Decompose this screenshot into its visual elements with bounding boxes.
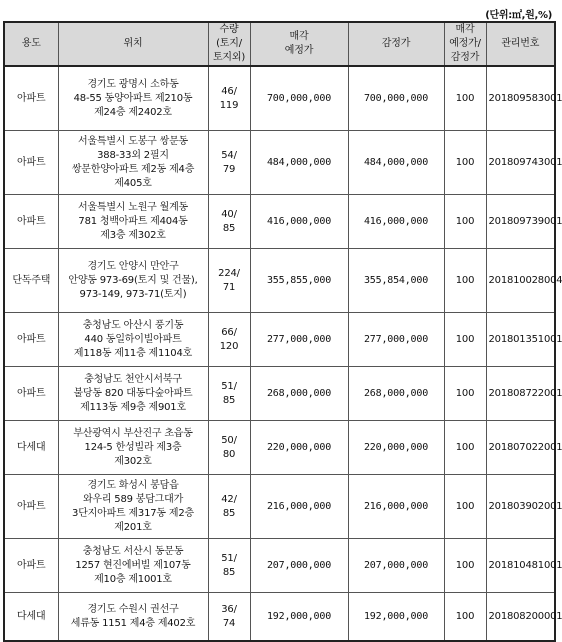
cell-ratio: 100 (444, 367, 486, 421)
cell-ratio: 100 (444, 475, 486, 539)
auction-table (3, 21, 562, 642)
table-row (4, 66, 555, 131)
table-row (4, 367, 555, 421)
unit-note: (단위:㎡,원,%) (485, 10, 552, 21)
cell-location: 충청남도 아산시 풍기동 440 동일하이빌아파트 제118동 제11층 제1104호 (58, 313, 208, 367)
cell-use: 아파트 (4, 131, 58, 195)
cell-location: 부산광역시 부산진구 초읍동 124-5 한성빌라 제3층 제302호 (58, 421, 208, 475)
table-row (4, 475, 555, 539)
header-row (4, 22, 555, 66)
cell-location: 서울특별시 도봉구 쌍문동 388-33외 2필지 쌍문한양아파트 제2동 제4층 제405호 (58, 131, 208, 195)
cell-location: 경기도 안양시 만안구 안양동 973-69(토지 및 건물), 973-149, 973-71(토지) (58, 249, 208, 313)
cell-location: 경기도 화성시 봉담읍 와우리 589 봉담그대가 3단지아파트 제317동 제2층 제201호 (58, 475, 208, 539)
cell-quantity: 50/ 80 (208, 421, 250, 475)
cell-sale-price: 216,000,000 (250, 475, 348, 539)
cell-ratio: 100 (444, 421, 486, 475)
cell-use: 아파트 (4, 195, 58, 249)
header-mgmt-no: 관리번호 (486, 22, 555, 66)
cell-use: 아파트 (4, 539, 58, 593)
cell-mgmt-no: 201810028004 (486, 249, 555, 313)
cell-appraisal: 700,000,000 (348, 66, 444, 131)
cell-ratio: 100 (444, 313, 486, 367)
cell-quantity: 40/ 85 (208, 195, 250, 249)
cell-ratio: 100 (444, 539, 486, 593)
header-use: 용도 (4, 22, 58, 66)
cell-use: 다세대 (4, 593, 58, 642)
table-row (4, 421, 555, 475)
cell-mgmt-no: 201809743001 (486, 131, 555, 195)
cell-location: 충청남도 천안시서북구 불당동 820 대동다숲아파트 제113동 제9층 제901호 (58, 367, 208, 421)
cell-location: 충청남도 서산시 동문동 1257 현진에버빌 제107동 제10층 제1001호 (58, 539, 208, 593)
cell-sale-price: 268,000,000 (250, 367, 348, 421)
cell-ratio: 100 (444, 66, 486, 131)
cell-use: 아파트 (4, 66, 58, 131)
cell-appraisal: 416,000,000 (348, 195, 444, 249)
table-row (4, 313, 555, 367)
cell-use: 단독주택 (4, 249, 58, 313)
cell-quantity: 36/ 74 (208, 593, 250, 642)
cell-use: 아파트 (4, 313, 58, 367)
cell-location: 경기도 광명시 소하동 48-55 동양아파트 제210동 제24층 제2402호 (58, 66, 208, 131)
cell-appraisal: 192,000,000 (348, 593, 444, 642)
table-row (4, 539, 555, 593)
cell-use: 다세대 (4, 421, 58, 475)
cell-sale-price: 484,000,000 (250, 131, 348, 195)
table-row (4, 593, 555, 642)
cell-sale-price: 207,000,000 (250, 539, 348, 593)
table-row (4, 131, 555, 195)
cell-quantity: 51/ 85 (208, 539, 250, 593)
cell-ratio: 100 (444, 195, 486, 249)
cell-location: 서울특별시 노원구 월계동 781 청백아파트 제404동 제3층 제302호 (58, 195, 208, 249)
cell-ratio: 100 (444, 593, 486, 642)
cell-appraisal: 207,000,000 (348, 539, 444, 593)
table-row (4, 249, 555, 313)
header-quantity: 수량 (토지/ 토지외) (208, 22, 250, 66)
header-sale-price: 매각 예정가 (250, 22, 348, 66)
cell-mgmt-no: 201801351001 (486, 313, 555, 367)
cell-appraisal: 216,000,000 (348, 475, 444, 539)
cell-sale-price: 416,000,000 (250, 195, 348, 249)
cell-ratio: 100 (444, 249, 486, 313)
cell-location: 경기도 수원시 권선구 세류동 1151 제4층 제402호 (58, 593, 208, 642)
cell-appraisal: 484,000,000 (348, 131, 444, 195)
cell-quantity: 51/ 85 (208, 367, 250, 421)
cell-ratio: 100 (444, 131, 486, 195)
header-location: 위치 (58, 22, 208, 66)
header-ratio: 매각 예정가/ 감정가 (444, 22, 486, 66)
cell-sale-price: 277,000,000 (250, 313, 348, 367)
cell-mgmt-no: 201808200001 (486, 593, 555, 642)
cell-mgmt-no: 201810481001 (486, 539, 555, 593)
header-appraisal: 감정가 (348, 22, 444, 66)
cell-appraisal: 220,000,000 (348, 421, 444, 475)
cell-mgmt-no: 201809583001 (486, 66, 555, 131)
cell-appraisal: 277,000,000 (348, 313, 444, 367)
cell-appraisal: 355,854,000 (348, 249, 444, 313)
cell-mgmt-no: 201808722001 (486, 367, 555, 421)
cell-use: 아파트 (4, 367, 58, 421)
cell-sale-price: 700,000,000 (250, 66, 348, 131)
table-row (4, 195, 555, 249)
cell-mgmt-no: 201809739001 (486, 195, 555, 249)
cell-quantity: 54/ 79 (208, 131, 250, 195)
cell-mgmt-no: 201803902001 (486, 475, 555, 539)
cell-sale-price: 220,000,000 (250, 421, 348, 475)
cell-mgmt-no: 201807022001 (486, 421, 555, 475)
cell-quantity: 224/ 71 (208, 249, 250, 313)
cell-quantity: 46/ 119 (208, 66, 250, 131)
cell-appraisal: 268,000,000 (348, 367, 444, 421)
cell-quantity: 66/ 120 (208, 313, 250, 367)
cell-quantity: 42/ 85 (208, 475, 250, 539)
cell-use: 아파트 (4, 475, 58, 539)
cell-sale-price: 192,000,000 (250, 593, 348, 642)
cell-sale-price: 355,855,000 (250, 249, 348, 313)
